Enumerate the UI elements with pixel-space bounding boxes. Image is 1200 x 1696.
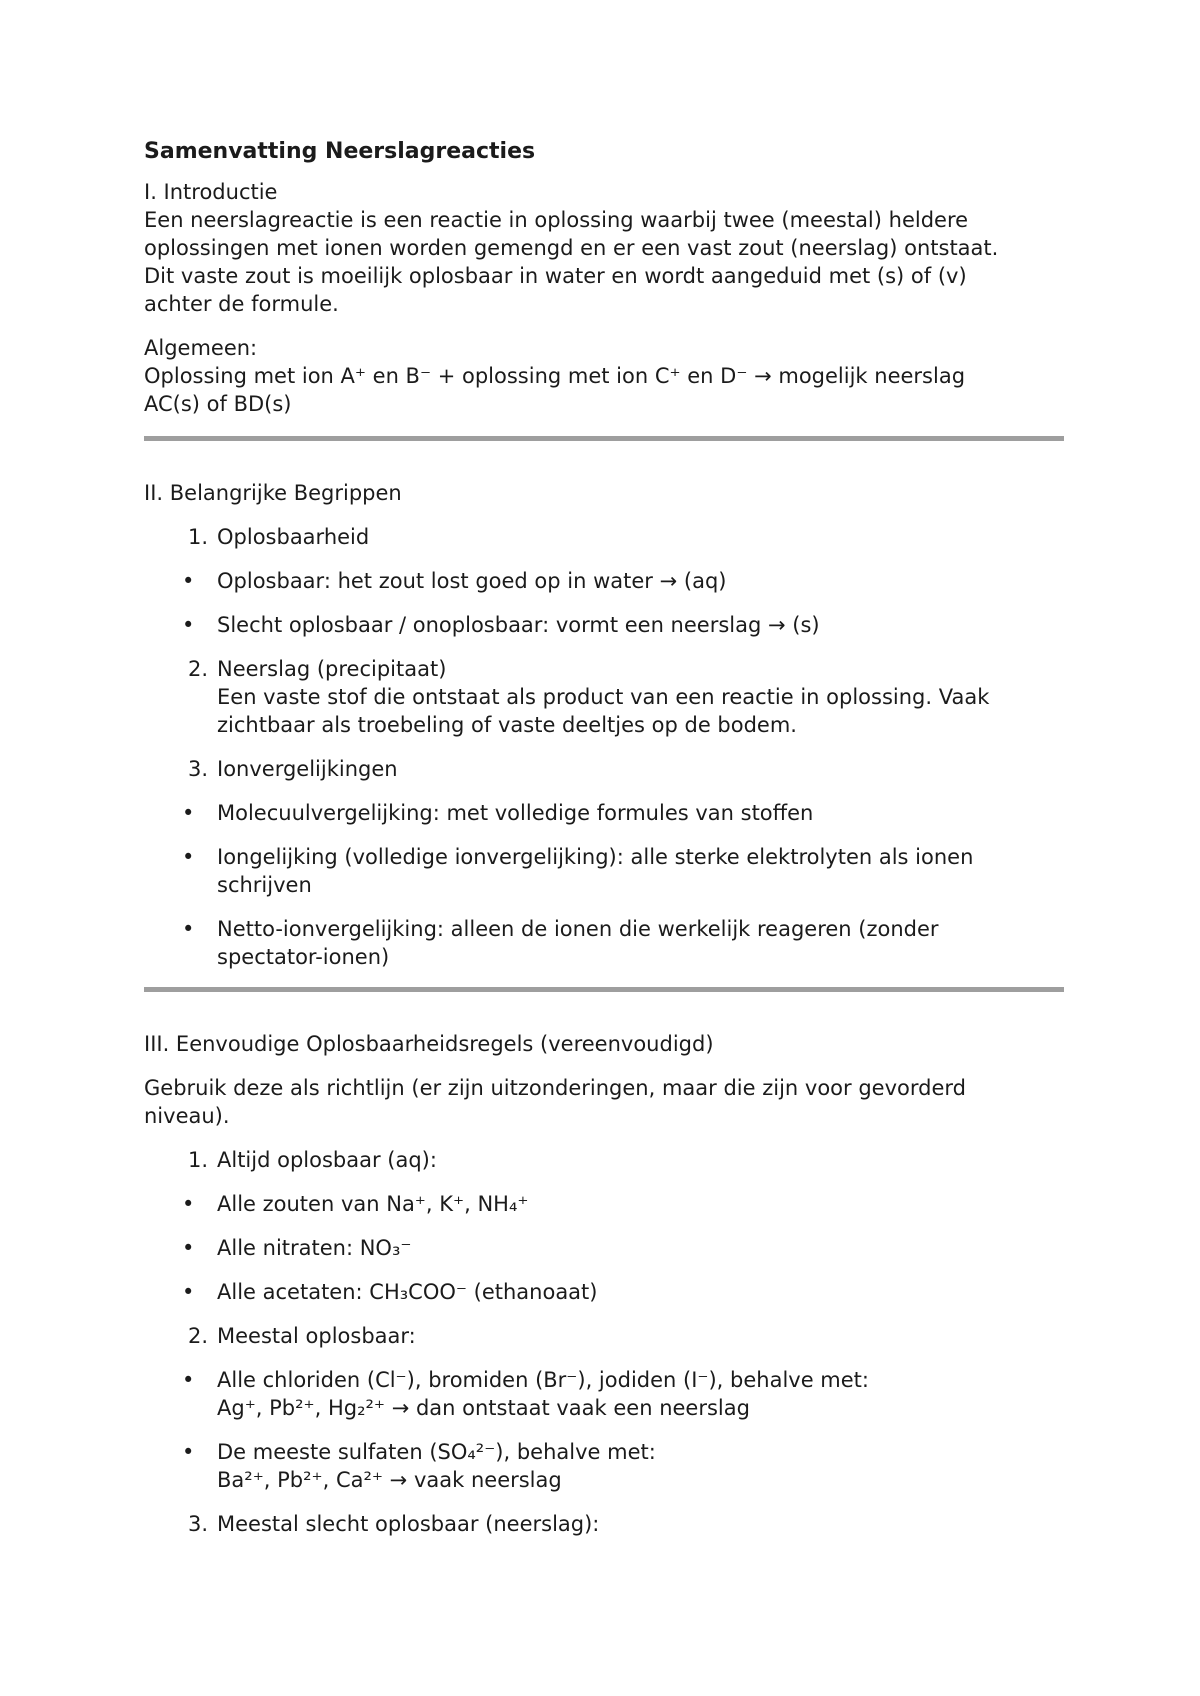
list-item-text: Een vaste stof die ontstaat als product van een reactie in oplossing. Vaak <box>217 685 990 709</box>
paragraph-line: Dit vaste zout is moeilijk oplosbaar in water en wordt aangeduid met (s) of (v) <box>144 264 967 288</box>
list-number: 3. <box>187 1512 208 1536</box>
bullet-item <box>144 843 1064 899</box>
list-number: 2. <box>187 1324 208 1348</box>
bullet-item <box>144 611 1064 639</box>
list-item-text: schrijven <box>217 873 312 897</box>
bullet-item <box>144 1438 1064 1494</box>
bullet-item <box>144 1278 1064 1306</box>
list-item-text: Iongelijking (volledige ionvergelijking): alle sterke elektrolyten als ionen <box>217 845 974 869</box>
bullet-icon: • <box>182 1236 195 1260</box>
list-item-text: Alle zouten van Na⁺, K⁺, NH₄⁺ <box>217 1192 529 1216</box>
general-line: Oplossing met ion A⁺ en B⁻ + oplossing met ion C⁺ en D⁻ → mogelijk neerslag <box>144 364 966 388</box>
bullet-item <box>144 1234 1064 1262</box>
paragraph-line: achter de formule. <box>144 292 339 316</box>
list-item-text: Netto-ionvergelijking: alleen de ionen die werkelijk reageren (zonder <box>217 917 939 941</box>
bullet-icon: • <box>182 801 195 825</box>
list-item-text: Alle acetaten: CH₃COO⁻ (ethanoaat) <box>217 1280 598 1304</box>
bullet-icon: • <box>182 613 195 637</box>
section-3-intro <box>144 1074 1064 1130</box>
bullet-icon: • <box>182 845 195 869</box>
list-item-text: Meestal oplosbaar: <box>217 1324 416 1348</box>
list-item-text: Alle chloriden (Cl⁻), bromiden (Br⁻), jodiden (I⁻), behalve met: <box>217 1368 869 1392</box>
section-heading: II. Belangrijke Begrippen <box>144 481 402 505</box>
paragraph-line: niveau). <box>144 1104 230 1128</box>
list-item-text: Ionvergelijkingen <box>217 757 398 781</box>
list-item-text: Oplosbaar: het zout lost goed op in water → (aq) <box>217 569 727 593</box>
bullet-item <box>144 1366 1064 1422</box>
bullet-icon: • <box>182 1280 195 1304</box>
list-item-text: Altijd oplosbaar (aq): <box>217 1148 437 1172</box>
document-body <box>144 138 1064 1554</box>
bullet-icon: • <box>182 1368 195 1392</box>
bullet-icon: • <box>182 1192 195 1216</box>
section-1 <box>144 178 1064 318</box>
bullet-item <box>144 915 1064 971</box>
section-heading: I. Introductie <box>144 180 278 204</box>
paragraph-line: Gebruik deze als richtlijn (er zijn uitzonderingen, maar die zijn voor gevorderd <box>144 1076 966 1100</box>
list-number: 2. <box>187 657 208 681</box>
paragraph-line: oplossingen met ionen worden gemengd en er een vast zout (neerslag) ontstaat. <box>144 236 999 260</box>
section-heading: III. Eenvoudige Oplosbaarheidsregels (vereenvoudigd) <box>144 1032 714 1056</box>
list-item-text: Meestal slecht oplosbaar (neerslag): <box>217 1512 600 1536</box>
list-number: 1. <box>187 1148 208 1172</box>
list-item-text: spectator-ionen) <box>217 945 390 969</box>
horizontal-divider <box>144 987 1064 992</box>
numbered-item <box>144 655 1064 739</box>
numbered-item <box>144 1322 1064 1350</box>
bullet-item <box>144 567 1064 595</box>
list-number: 3. <box>187 757 208 781</box>
bullet-icon: • <box>182 1440 195 1464</box>
numbered-item <box>144 755 1064 783</box>
bullet-icon: • <box>182 917 195 941</box>
list-item-text: Slecht oplosbaar / onoplosbaar: vormt een neerslag → (s) <box>217 613 820 637</box>
list-item-text: Ag⁺, Pb²⁺, Hg₂²⁺ → dan ontstaat vaak een neerslag <box>217 1396 750 1420</box>
paragraph-line: Een neerslagreactie is een reactie in oplossing waarbij twee (meestal) heldere <box>144 208 969 232</box>
document-title: Samenvatting Neerslagreacties <box>144 139 536 164</box>
list-item-text: Molecuulvergelijking: met volledige formules van stoffen <box>217 801 814 825</box>
list-item-text: De meeste sulfaten (SO₄²⁻), behalve met: <box>217 1440 656 1464</box>
list-item-text: Ba²⁺, Pb²⁺, Ca²⁺ → vaak neerslag <box>217 1468 562 1492</box>
list-item-text: Alle nitraten: NO₃⁻ <box>217 1236 412 1260</box>
section-2-list <box>144 523 1064 971</box>
numbered-item <box>144 1146 1064 1174</box>
list-item-text: Oplosbaarheid <box>217 525 370 549</box>
general-line: AC(s) of BD(s) <box>144 392 292 416</box>
numbered-item <box>144 1510 1064 1538</box>
horizontal-divider <box>144 436 1064 441</box>
bullet-icon: • <box>182 569 195 593</box>
bullet-item <box>144 799 1064 827</box>
general-block <box>144 334 1064 418</box>
list-item-text: zichtbaar als troebeling of vaste deeltjes op de bodem. <box>217 713 797 737</box>
general-label: Algemeen: <box>144 336 258 360</box>
section-3-list <box>144 1146 1064 1538</box>
list-item-text: Neerslag (precipitaat) <box>217 657 447 681</box>
numbered-item <box>144 523 1064 551</box>
bullet-item <box>144 1190 1064 1218</box>
list-number: 1. <box>187 525 208 549</box>
